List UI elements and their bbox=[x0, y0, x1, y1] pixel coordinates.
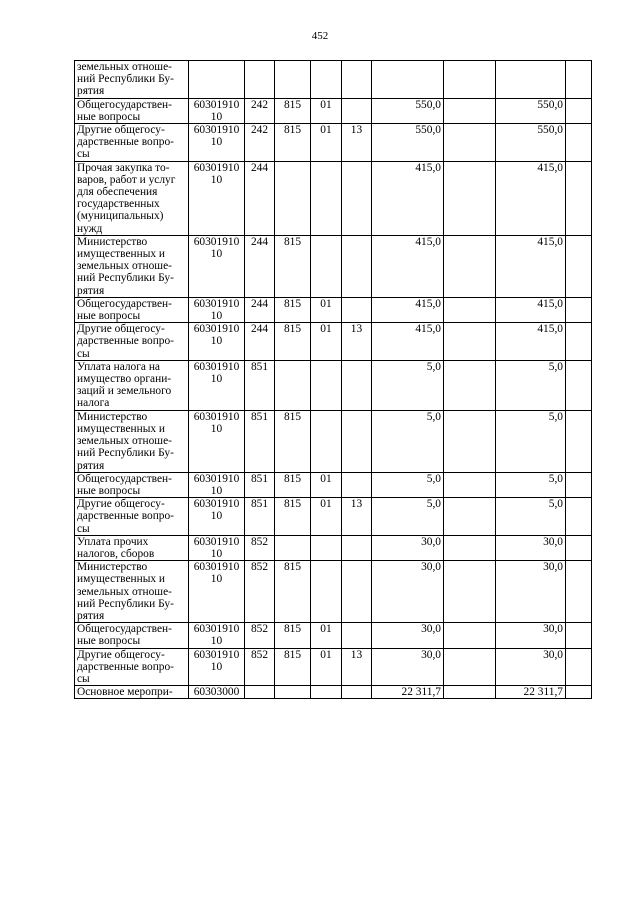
cell-amount-3: 550,0 bbox=[496, 124, 566, 162]
cell-name: Прочая закупка то- варов, работ и услуг для обеспечения государственных (муниципальных) нужд bbox=[75, 161, 189, 235]
cell-ministry-code: 815 bbox=[275, 235, 311, 297]
cell-expense-type: 244 bbox=[245, 235, 275, 297]
table-row bbox=[75, 161, 592, 235]
cell-amount-1: 30,0 bbox=[372, 648, 444, 686]
cell-expense-type bbox=[245, 61, 275, 99]
cell-amount-2 bbox=[444, 410, 496, 472]
cell-section bbox=[311, 561, 342, 623]
cell-amount-2 bbox=[444, 61, 496, 99]
cell-expense-type bbox=[245, 686, 275, 699]
cell-expense-type: 852 bbox=[245, 561, 275, 623]
cell-expense-type: 852 bbox=[245, 535, 275, 560]
cell-target-code: 60301910 10 bbox=[189, 360, 245, 410]
cell-amount-2 bbox=[444, 648, 496, 686]
cell-amount-4 bbox=[566, 360, 592, 410]
cell-ministry-code: 815 bbox=[275, 623, 311, 648]
cell-amount-2 bbox=[444, 535, 496, 560]
cell-target-code: 60301910 10 bbox=[189, 161, 245, 235]
table-row bbox=[75, 648, 592, 686]
cell-amount-3: 550,0 bbox=[496, 98, 566, 123]
cell-target-code bbox=[189, 61, 245, 99]
table-row bbox=[75, 323, 592, 361]
cell-subsection bbox=[342, 561, 372, 623]
cell-amount-3: 30,0 bbox=[496, 623, 566, 648]
cell-amount-3: 5,0 bbox=[496, 472, 566, 497]
table-row bbox=[75, 472, 592, 497]
cell-target-code: 60301910 10 bbox=[189, 498, 245, 536]
cell-expense-type: 851 bbox=[245, 472, 275, 497]
cell-section: 01 bbox=[311, 297, 342, 322]
cell-section: 01 bbox=[311, 648, 342, 686]
cell-target-code: 60303000 bbox=[189, 686, 245, 699]
cell-section: 01 bbox=[311, 323, 342, 361]
cell-amount-1: 415,0 bbox=[372, 161, 444, 235]
cell-amount-3: 30,0 bbox=[496, 561, 566, 623]
cell-amount-4 bbox=[566, 98, 592, 123]
budget-table bbox=[74, 60, 592, 699]
cell-expense-type: 244 bbox=[245, 297, 275, 322]
cell-amount-1 bbox=[372, 61, 444, 99]
cell-target-code: 60301910 10 bbox=[189, 98, 245, 123]
cell-target-code: 60301910 10 bbox=[189, 124, 245, 162]
cell-amount-2 bbox=[444, 323, 496, 361]
cell-ministry-code: 815 bbox=[275, 323, 311, 361]
cell-subsection: 13 bbox=[342, 323, 372, 361]
cell-expense-type: 852 bbox=[245, 648, 275, 686]
cell-amount-4 bbox=[566, 235, 592, 297]
cell-section bbox=[311, 686, 342, 699]
cell-amount-1: 30,0 bbox=[372, 623, 444, 648]
table-row bbox=[75, 124, 592, 162]
cell-amount-2 bbox=[444, 98, 496, 123]
table-row bbox=[75, 686, 592, 699]
cell-section: 01 bbox=[311, 98, 342, 123]
cell-section bbox=[311, 410, 342, 472]
table-row bbox=[75, 297, 592, 322]
cell-target-code: 60301910 10 bbox=[189, 297, 245, 322]
cell-amount-2 bbox=[444, 561, 496, 623]
cell-amount-3: 22 311,7 bbox=[496, 686, 566, 699]
cell-amount-4 bbox=[566, 323, 592, 361]
cell-amount-4 bbox=[566, 648, 592, 686]
cell-section bbox=[311, 235, 342, 297]
cell-amount-1: 415,0 bbox=[372, 323, 444, 361]
cell-amount-3: 415,0 bbox=[496, 297, 566, 322]
cell-subsection bbox=[342, 410, 372, 472]
cell-name: Другие общегосу- дарственные вопро- сы bbox=[75, 124, 189, 162]
cell-amount-4 bbox=[566, 498, 592, 536]
cell-amount-2 bbox=[444, 235, 496, 297]
cell-ministry-code: 815 bbox=[275, 561, 311, 623]
cell-amount-4 bbox=[566, 161, 592, 235]
cell-amount-3: 415,0 bbox=[496, 235, 566, 297]
cell-section: 01 bbox=[311, 472, 342, 497]
cell-amount-3: 415,0 bbox=[496, 161, 566, 235]
cell-name: Министерство имущественных и земельных отноше- ний Республики Бу- рятия bbox=[75, 235, 189, 297]
table-row bbox=[75, 360, 592, 410]
cell-amount-1: 415,0 bbox=[372, 297, 444, 322]
cell-amount-4 bbox=[566, 472, 592, 497]
cell-amount-3: 5,0 bbox=[496, 360, 566, 410]
cell-amount-3 bbox=[496, 61, 566, 99]
cell-amount-1: 415,0 bbox=[372, 235, 444, 297]
cell-amount-1: 5,0 bbox=[372, 472, 444, 497]
table-row bbox=[75, 235, 592, 297]
cell-name: Другие общегосу- дарственные вопро- сы bbox=[75, 323, 189, 361]
cell-amount-2 bbox=[444, 297, 496, 322]
cell-subsection: 13 bbox=[342, 648, 372, 686]
cell-expense-type: 852 bbox=[245, 623, 275, 648]
cell-expense-type: 851 bbox=[245, 360, 275, 410]
cell-amount-4 bbox=[566, 297, 592, 322]
cell-expense-type: 244 bbox=[245, 161, 275, 235]
cell-section bbox=[311, 360, 342, 410]
cell-amount-4 bbox=[566, 61, 592, 99]
cell-amount-3: 5,0 bbox=[496, 498, 566, 536]
cell-ministry-code: 815 bbox=[275, 648, 311, 686]
cell-expense-type: 242 bbox=[245, 124, 275, 162]
cell-ministry-code: 815 bbox=[275, 498, 311, 536]
cell-name: Общегосударствен- ные вопросы bbox=[75, 297, 189, 322]
cell-amount-2 bbox=[444, 161, 496, 235]
table-body bbox=[75, 61, 592, 699]
cell-target-code: 60301910 10 bbox=[189, 472, 245, 497]
cell-amount-4 bbox=[566, 561, 592, 623]
cell-ministry-code: 815 bbox=[275, 124, 311, 162]
table-row bbox=[75, 561, 592, 623]
cell-amount-1: 30,0 bbox=[372, 535, 444, 560]
cell-subsection: 13 bbox=[342, 498, 372, 536]
cell-amount-2 bbox=[444, 124, 496, 162]
cell-name: Основное меропри- bbox=[75, 686, 189, 699]
cell-subsection bbox=[342, 535, 372, 560]
cell-subsection bbox=[342, 235, 372, 297]
table-row bbox=[75, 498, 592, 536]
cell-amount-2 bbox=[444, 472, 496, 497]
cell-subsection bbox=[342, 623, 372, 648]
table-row bbox=[75, 410, 592, 472]
cell-section: 01 bbox=[311, 124, 342, 162]
cell-amount-1: 22 311,7 bbox=[372, 686, 444, 699]
cell-amount-2 bbox=[444, 623, 496, 648]
cell-amount-4 bbox=[566, 535, 592, 560]
cell-amount-3: 30,0 bbox=[496, 535, 566, 560]
cell-name: Общегосударствен- ные вопросы bbox=[75, 623, 189, 648]
cell-ministry-code: 815 bbox=[275, 472, 311, 497]
cell-amount-1: 5,0 bbox=[372, 498, 444, 536]
cell-name: Общегосударствен- ные вопросы bbox=[75, 472, 189, 497]
cell-expense-type: 851 bbox=[245, 498, 275, 536]
cell-section: 01 bbox=[311, 623, 342, 648]
cell-expense-type: 242 bbox=[245, 98, 275, 123]
cell-subsection bbox=[342, 686, 372, 699]
cell-name: земельных отноше- ний Республики Бу- рятия bbox=[75, 61, 189, 99]
cell-amount-3: 30,0 bbox=[496, 648, 566, 686]
cell-subsection bbox=[342, 360, 372, 410]
cell-amount-4 bbox=[566, 623, 592, 648]
table-row bbox=[75, 623, 592, 648]
cell-amount-3: 5,0 bbox=[496, 410, 566, 472]
cell-name: Другие общегосу- дарственные вопро- сы bbox=[75, 648, 189, 686]
cell-target-code: 60301910 10 bbox=[189, 561, 245, 623]
cell-ministry-code bbox=[275, 535, 311, 560]
cell-amount-1: 5,0 bbox=[372, 360, 444, 410]
cell-ministry-code: 815 bbox=[275, 297, 311, 322]
cell-section: 01 bbox=[311, 498, 342, 536]
cell-subsection bbox=[342, 98, 372, 123]
cell-ministry-code: 815 bbox=[275, 410, 311, 472]
cell-target-code: 60301910 10 bbox=[189, 323, 245, 361]
cell-ministry-code bbox=[275, 161, 311, 235]
cell-target-code: 60301910 10 bbox=[189, 235, 245, 297]
cell-target-code: 60301910 10 bbox=[189, 648, 245, 686]
cell-amount-4 bbox=[566, 410, 592, 472]
cell-name: Общегосударствен- ные вопросы bbox=[75, 98, 189, 123]
cell-subsection bbox=[342, 61, 372, 99]
cell-amount-2 bbox=[444, 686, 496, 699]
cell-ministry-code bbox=[275, 360, 311, 410]
table-row bbox=[75, 61, 592, 99]
cell-ministry-code bbox=[275, 61, 311, 99]
cell-amount-1: 30,0 bbox=[372, 561, 444, 623]
cell-section bbox=[311, 61, 342, 99]
page-number: 452 bbox=[311, 30, 329, 42]
cell-target-code: 60301910 10 bbox=[189, 623, 245, 648]
cell-target-code: 60301910 10 bbox=[189, 535, 245, 560]
cell-name: Уплата налога на имущество органи- заций и земельного налога bbox=[75, 360, 189, 410]
cell-expense-type: 244 bbox=[245, 323, 275, 361]
table-row bbox=[75, 98, 592, 123]
cell-amount-1: 550,0 bbox=[372, 124, 444, 162]
cell-target-code: 60301910 10 bbox=[189, 410, 245, 472]
cell-expense-type: 851 bbox=[245, 410, 275, 472]
cell-subsection bbox=[342, 297, 372, 322]
cell-ministry-code bbox=[275, 686, 311, 699]
cell-section bbox=[311, 161, 342, 235]
cell-section bbox=[311, 535, 342, 560]
cell-amount-3: 415,0 bbox=[496, 323, 566, 361]
cell-amount-4 bbox=[566, 686, 592, 699]
cell-name: Министерство имущественных и земельных отноше- ний Республики Бу- рятия bbox=[75, 561, 189, 623]
cell-name: Другие общегосу- дарственные вопро- сы bbox=[75, 498, 189, 536]
cell-name: Уплата прочих налогов, сборов bbox=[75, 535, 189, 560]
cell-amount-2 bbox=[444, 360, 496, 410]
cell-subsection bbox=[342, 161, 372, 235]
cell-amount-1: 5,0 bbox=[372, 410, 444, 472]
cell-amount-2 bbox=[444, 498, 496, 536]
cell-amount-4 bbox=[566, 124, 592, 162]
cell-amount-1: 550,0 bbox=[372, 98, 444, 123]
table-row bbox=[75, 535, 592, 560]
cell-subsection bbox=[342, 472, 372, 497]
cell-ministry-code: 815 bbox=[275, 98, 311, 123]
cell-name: Министерство имущественных и земельных отноше- ний Республики Бу- рятия bbox=[75, 410, 189, 472]
cell-subsection: 13 bbox=[342, 124, 372, 162]
